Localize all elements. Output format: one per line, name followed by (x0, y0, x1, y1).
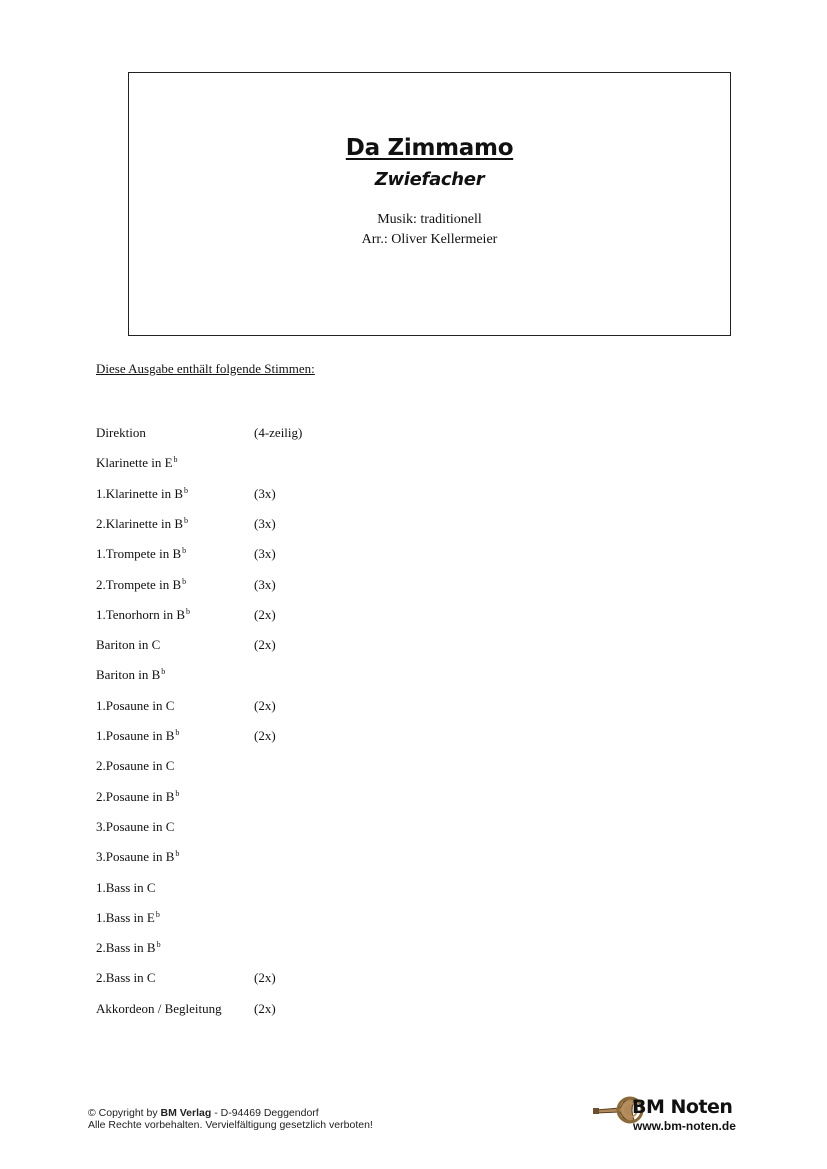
parts-intro: Diese Ausgabe enthält folgende Stimmen: (96, 361, 315, 376)
part-row (96, 970, 496, 990)
part-count: (2x) (254, 970, 276, 986)
part-row (96, 1001, 496, 1021)
part-row (96, 819, 496, 839)
part-row (96, 880, 496, 900)
flat-superscript: b (156, 940, 161, 950)
part-row (96, 516, 496, 536)
flat-superscript: b (161, 667, 166, 677)
footer-copyright (88, 1107, 373, 1131)
part-name: 1.Trompete in $B^b$ (96, 546, 187, 562)
title-box (128, 72, 731, 336)
part-name: Klarinette in $E^b$ (96, 455, 178, 471)
part-name: 1.Tenorhorn in $B^b$ (96, 606, 190, 622)
copyright-prefix: © Copyright by (88, 1107, 161, 1119)
part-name: Bariton in $B^b$ (96, 667, 166, 683)
part-name: 1.Posaune in C (96, 697, 175, 713)
part-row (96, 486, 496, 506)
part-count: (2x) (254, 606, 276, 622)
flat-superscript: b (182, 546, 187, 556)
part-row (96, 849, 496, 869)
part-count: (3x) (254, 546, 276, 562)
part-row (96, 546, 496, 566)
part-name: Bariton in C (96, 637, 161, 653)
part-row (96, 728, 496, 748)
part-name: 2.Bass in $B^b$ (96, 940, 161, 956)
flat-superscript: b (175, 849, 180, 859)
part-count: (3x) (254, 485, 276, 501)
part-name: 1.Bass in C (96, 879, 156, 895)
flat-superscript: b (175, 788, 180, 798)
part-count: (4-zeilig) (254, 425, 303, 440)
part-count: (2x) (254, 728, 276, 743)
part-name: Direktion (96, 425, 146, 440)
part-row (96, 940, 496, 960)
part-name: 2.Posaune in $B^b$ (96, 788, 180, 804)
part-count: (2x) (254, 637, 276, 653)
part-name: 1.Posaune in $B^b$ (96, 728, 180, 743)
part-row (96, 607, 496, 627)
flat-superscript: b (182, 576, 187, 586)
page-title: Da Zimmamo (345, 135, 514, 161)
part-row (96, 637, 496, 657)
flat-superscript: b (184, 515, 189, 525)
part-row (96, 698, 496, 718)
part-name: 2.Trompete in $B^b$ (96, 576, 187, 592)
part-name: 1.Bass in $E^b$ (96, 909, 160, 925)
flat-superscript: b (184, 485, 189, 495)
page-subtitle: Zwiefacher (374, 169, 485, 190)
part-row (96, 910, 496, 930)
part-name: 1.Klarinette in $B^b$ (96, 485, 189, 501)
rights-notice: Alle Rechte vorbehalten. Vervielfältigung gesetzlich verboten! (88, 1119, 373, 1131)
part-count: (2x) (254, 697, 276, 713)
music-credit: Musik: traditionell (377, 212, 482, 227)
part-row (96, 758, 496, 778)
part-row (96, 667, 496, 687)
flat-superscript: b (186, 606, 190, 616)
part-row (96, 455, 496, 475)
part-row (96, 425, 496, 445)
publisher-address: - D-94469 Deggendorf (211, 1107, 319, 1119)
arranger-credit: Arr.: Oliver Kellermeier (361, 232, 498, 247)
part-name: 3.Posaune in C (96, 818, 175, 834)
logo-text: BM Noten (632, 1096, 733, 1118)
flat-superscript: b (173, 455, 178, 465)
part-count: (3x) (254, 515, 276, 531)
part-count: (2x) (254, 1000, 276, 1016)
part-name: 3.Posaune in $B^b$ (96, 849, 180, 865)
part-row (96, 577, 496, 597)
part-count: (3x) (254, 576, 276, 592)
flat-superscript: b (175, 728, 180, 737)
logo-url: www.bm-noten.de (633, 1119, 736, 1133)
part-name: 2.Posaune in C (96, 758, 175, 774)
part-name: Akkordeon / Begleitung (96, 1000, 222, 1016)
part-name: 2.Bass in C (96, 970, 156, 986)
publisher-name: BM Verlag (160, 1107, 212, 1119)
part-name: 2.Klarinette in $B^b$ (96, 515, 189, 531)
flat-superscript: b (155, 909, 160, 919)
part-row (96, 789, 496, 809)
